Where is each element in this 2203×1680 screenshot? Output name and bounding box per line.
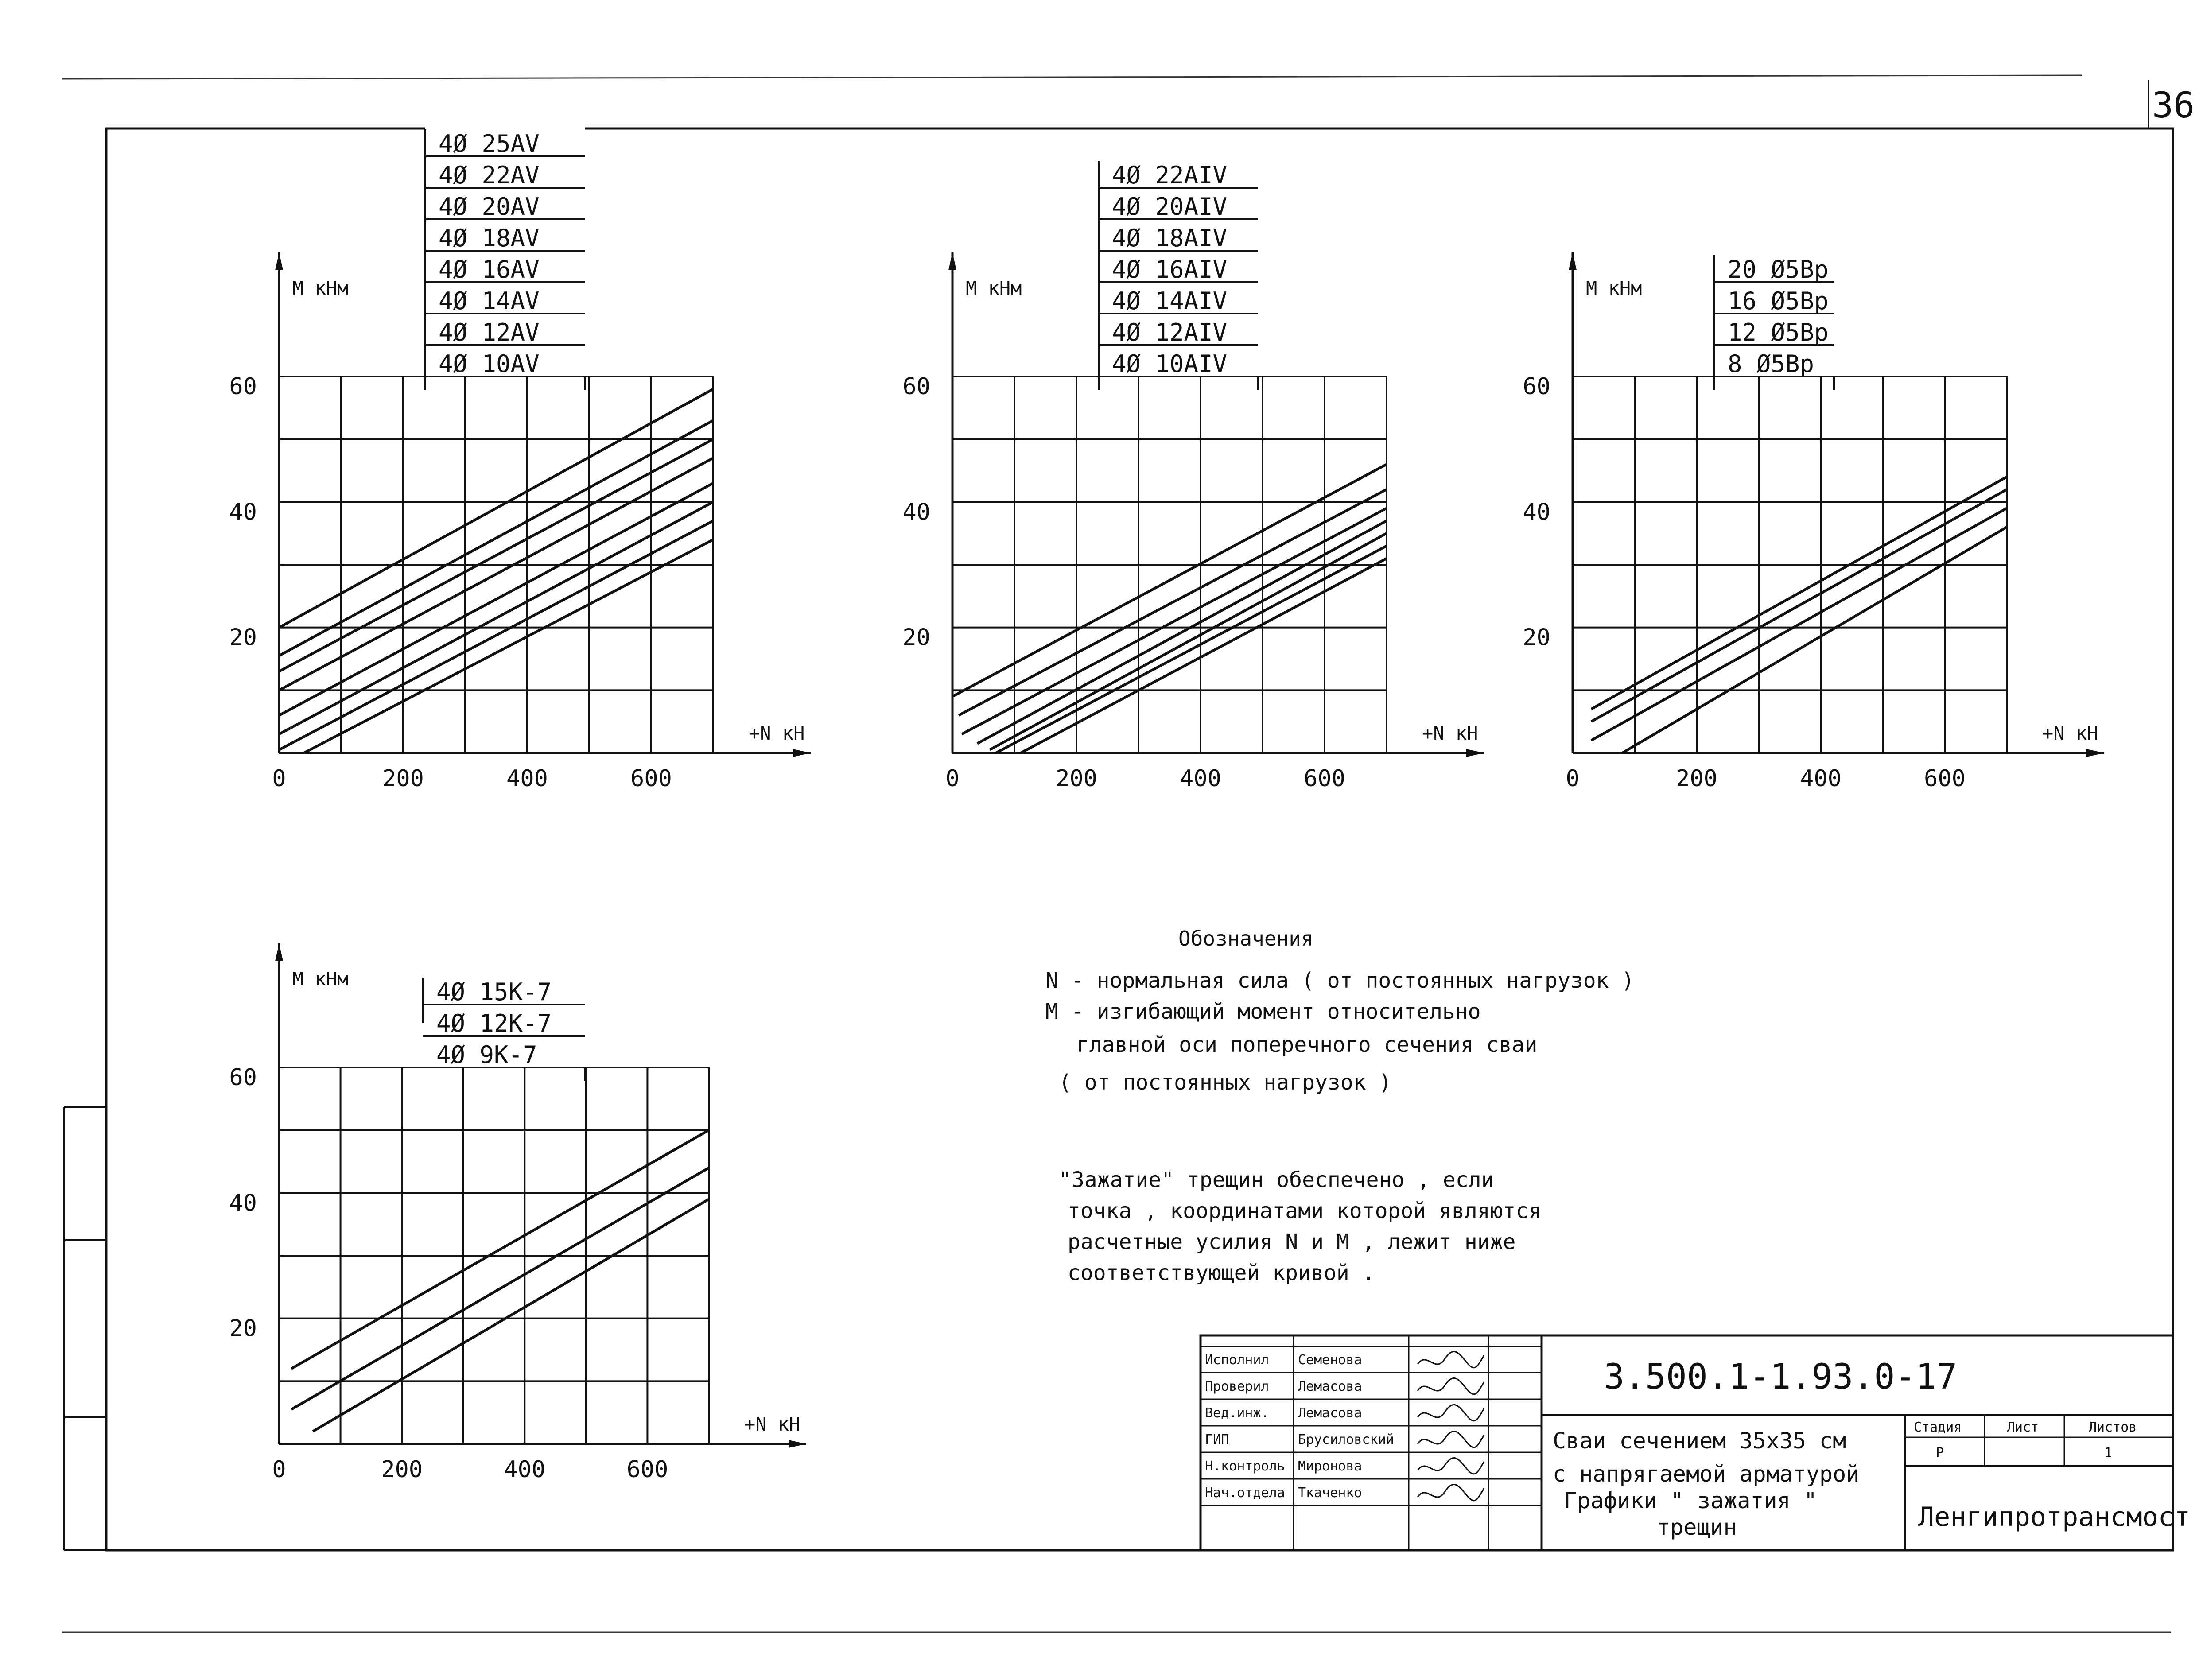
x-tick-label: 400: [1180, 765, 1221, 792]
legend-entry: 16 Ø5Вр: [1728, 287, 1829, 315]
series-line: [313, 1199, 709, 1432]
sheet-number: 36: [2152, 85, 2195, 126]
x-tick-label: 400: [1800, 765, 1842, 792]
legend-entry: 4Ø 25AV: [439, 130, 540, 158]
series-line: [959, 489, 1387, 715]
stage-label: Стадия: [1914, 1420, 1962, 1435]
chart-wire-bp: [1523, 252, 2104, 792]
x-tick-label: 200: [1676, 765, 1717, 792]
y-tick-label: 40: [1523, 499, 1550, 526]
note-block: [1059, 1168, 1541, 1285]
series-line: [291, 1168, 709, 1409]
x-tick-label: 0: [945, 765, 960, 792]
legend-entry: 12 Ø5Вр: [1728, 318, 1829, 346]
legend-entry: 4Ø 9K-7: [436, 1041, 537, 1069]
series-line: [996, 546, 1387, 753]
x-tick-label: 600: [626, 1456, 668, 1483]
series-line: [990, 533, 1387, 750]
series-line: [279, 483, 713, 715]
sheet-label: Лист: [2007, 1420, 2039, 1435]
series-line: [291, 1130, 709, 1369]
notation-line-1: N - нормальная сила ( от постоянных нагрузок ): [1045, 968, 1635, 993]
y-axis-label: М кНм: [292, 277, 349, 299]
x-tick-label: 400: [504, 1456, 546, 1483]
chart-rebar-av: [229, 126, 811, 792]
legend-entry: 4Ø 22AV: [439, 161, 540, 189]
x-tick-label: 0: [272, 1456, 286, 1483]
x-axis-arrow: [793, 749, 811, 757]
signature-name: Брусиловский: [1298, 1432, 1394, 1447]
x-axis-label: +N кН: [2042, 722, 2098, 744]
legend-entry: 4Ø 12AIV: [1112, 318, 1228, 346]
legend-entry: 4Ø 14AIV: [1112, 287, 1228, 315]
y-tick-label: 60: [1523, 373, 1550, 400]
y-tick-label: 60: [229, 373, 257, 400]
signature-name: Семенова: [1298, 1352, 1362, 1368]
y-tick-label: 60: [902, 373, 930, 400]
legend-entry: 4Ø 10AIV: [1112, 350, 1228, 378]
y-tick-label: 20: [902, 624, 930, 651]
legend-entry: 4Ø 16AV: [439, 256, 540, 283]
signature-name: Лемасова: [1298, 1379, 1362, 1394]
legend-entry: 4Ø 22AIV: [1112, 161, 1228, 189]
note-line-1: "Зажатие" трещин обеспечено , если: [1059, 1168, 1494, 1192]
series-line: [962, 508, 1387, 734]
notation-line-3: главной оси поперечного сечения сваи: [1076, 1032, 1538, 1057]
stage-value: Р: [1936, 1445, 1944, 1461]
y-tick-label: 20: [229, 1315, 257, 1342]
signature-role: Исполнил: [1205, 1352, 1269, 1368]
x-axis-label: +N кН: [1422, 722, 1478, 744]
drawing-title-line-4: трещин: [1657, 1514, 1737, 1540]
x-axis-label: +N кН: [749, 722, 805, 744]
y-axis-arrow: [1569, 252, 1577, 270]
note-line-2: точка , координатами которой являются: [1068, 1199, 1542, 1223]
y-tick-label: 40: [229, 1190, 257, 1217]
x-tick-label: 200: [1056, 765, 1097, 792]
y-axis-arrow: [948, 252, 956, 270]
drawing-title-line-1: Сваи сечением 35х35 см: [1553, 1428, 1846, 1454]
x-tick-label: 600: [630, 765, 672, 792]
legend-entry: 20 Ø5Вр: [1728, 256, 1829, 283]
document-code: 3.500.1-1.93.0-17: [1604, 1357, 1958, 1397]
x-tick-label: 0: [272, 765, 286, 792]
legend-entry: 4Ø 14AV: [439, 287, 540, 315]
legend-entry: 4Ø 18AIV: [1112, 224, 1228, 252]
y-tick-label: 20: [1523, 624, 1550, 651]
top-margin-line: [62, 75, 2082, 79]
x-tick-label: 400: [506, 765, 548, 792]
y-axis-arrow: [275, 252, 283, 270]
series-line: [279, 389, 713, 627]
x-tick-label: 0: [1566, 765, 1580, 792]
signature-name: Ткаченко: [1298, 1485, 1362, 1501]
x-tick-label: 600: [1304, 765, 1345, 792]
signature-role: ГИП: [1205, 1432, 1229, 1447]
legend-entry: 4Ø 12K-7: [436, 1009, 552, 1037]
chart-rebar-aiv: [902, 157, 1484, 792]
sheets-label: Листов: [2089, 1420, 2137, 1435]
title-block: [1201, 1335, 2190, 1550]
series-line: [1622, 527, 2007, 753]
x-axis-label: +N кН: [744, 1413, 800, 1435]
signature-role: Проверил: [1205, 1379, 1269, 1394]
y-axis-label: М кНм: [292, 968, 349, 990]
notation-line-2: M - изгибающий момент относительно: [1045, 999, 1481, 1024]
legend-entry: 4Ø 16AIV: [1112, 256, 1228, 283]
legend-entry: 8 Ø5Вр: [1728, 350, 1814, 378]
y-tick-label: 40: [229, 499, 257, 526]
notation-block: [1045, 927, 1634, 1095]
legend-entry: 4Ø 20AV: [439, 193, 540, 221]
y-tick-label: 40: [902, 499, 930, 526]
note-line-4: соответствующей кривой .: [1068, 1261, 1375, 1285]
legend-entry: 4Ø 10AV: [439, 350, 540, 378]
drawing-title-line-3: Графики " зажатия ": [1564, 1488, 1817, 1513]
signature-role: Н.контроль: [1205, 1459, 1285, 1474]
note-line-3: расчетные усилия N и M , лежит ниже: [1068, 1230, 1516, 1254]
x-tick-label: 200: [381, 1456, 423, 1483]
legend-entry: 4Ø 20AIV: [1112, 193, 1228, 221]
signature-role: Вед.инж.: [1205, 1405, 1269, 1421]
legend-entry: 4Ø 15K-7: [436, 978, 552, 1006]
x-tick-label: 200: [382, 765, 424, 792]
y-axis-arrow: [275, 943, 283, 961]
notation-title: Обозначения: [1178, 927, 1313, 951]
organization-name: Ленгипротрансмост: [1918, 1502, 2191, 1533]
signature-role: Нач.отдела: [1205, 1485, 1285, 1501]
signature-name: Миронова: [1298, 1459, 1362, 1474]
drawing-title-line-2: с напрягаемой арматурой: [1553, 1461, 1860, 1487]
x-axis-arrow: [1466, 749, 1484, 757]
y-tick-label: 60: [229, 1064, 257, 1091]
y-tick-label: 20: [229, 624, 257, 651]
x-axis-arrow: [2086, 749, 2104, 757]
series-line: [1021, 559, 1387, 753]
legend-entry: 4Ø 18AV: [439, 224, 540, 252]
sheets-value: 1: [2104, 1445, 2113, 1461]
x-tick-label: 600: [1924, 765, 1966, 792]
chart-strand-k7: [229, 943, 806, 1483]
notation-line-4: ( от постоянных нагрузок ): [1059, 1070, 1392, 1095]
signature-name: Лемасова: [1298, 1405, 1362, 1421]
y-axis-label: М кНм: [1586, 277, 1642, 299]
x-axis-arrow: [789, 1440, 806, 1448]
legend-entry: 4Ø 12AV: [439, 318, 540, 346]
y-axis-label: М кНм: [966, 277, 1022, 299]
